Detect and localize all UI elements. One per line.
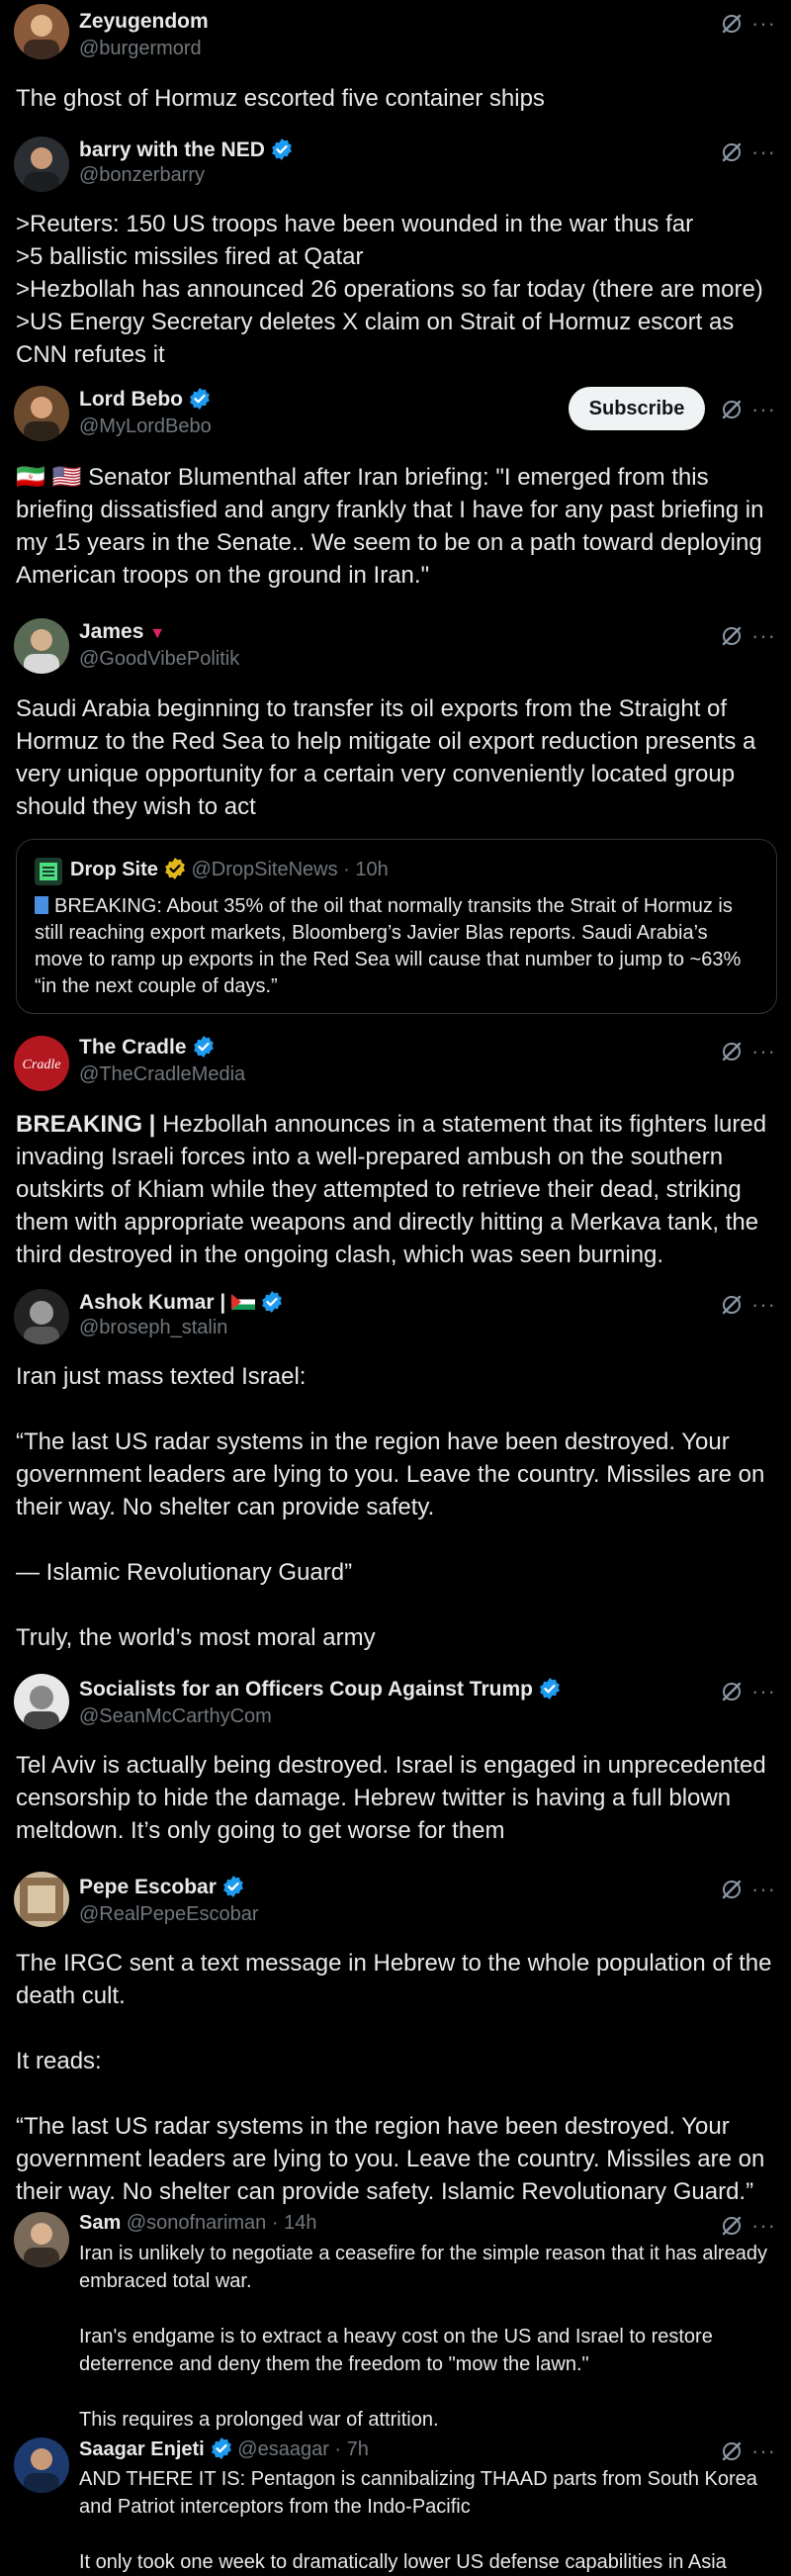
author-name[interactable]: barry with the NED <box>79 138 293 162</box>
author-name[interactable]: Sam @sonofnariman · 14h <box>79 2212 317 2234</box>
grok-icon[interactable] <box>720 12 744 36</box>
grok-icon[interactable] <box>720 2214 744 2238</box>
tweet-text: Tel Aviv is actually being destroyed. Israel is engaged in unprecedented censorship to hide the damage. Hebrew twitter is having a full blown meltdown. It’s only going to get worse for them <box>16 1752 766 1844</box>
author-handle[interactable]: @RealPepeEscobar <box>79 1903 259 1925</box>
more-icon[interactable]: ··· <box>751 623 776 648</box>
grok-icon[interactable] <box>720 1293 744 1317</box>
tweet-text: >Reuters: 150 US troops have been wounded in the war thus far >5 ballistic missiles fired at Qatar >Hezbollah has announced 26 operations so far today (there are more) >US Energy Secretary deletes X claim on Strait of Hormuz escort as CNN refutes it <box>16 211 763 368</box>
tweet-text: The IRGC sent a text message in Hebrew to the whole population of the death cult. It reads: “The last US radar systems in the region have been destroyed. Your government leaders are lying to you. Leave the country. Missiles are on their way. No shelter can provide safety. Islamic Revolutionary Guard.” <box>16 1950 772 2205</box>
author-handle[interactable]: @esaagar <box>237 2438 329 2460</box>
author-handle[interactable]: @burgermord <box>79 38 202 59</box>
grok-icon[interactable] <box>720 2439 744 2463</box>
grok-icon[interactable] <box>720 398 744 421</box>
avatar[interactable] <box>14 1036 69 1091</box>
timestamp[interactable]: · 10h <box>343 859 389 880</box>
author-handle[interactable]: @TheCradleMedia <box>79 1063 246 1085</box>
avatar[interactable] <box>14 2212 69 2267</box>
author-name[interactable]: Ashok Kumar | <box>79 1291 283 1315</box>
timestamp[interactable]: · 14h <box>271 2212 317 2234</box>
more-icon[interactable]: ··· <box>751 2438 776 2463</box>
flags-emoji: 🇮🇷 🇺🇸 <box>16 464 82 491</box>
author-handle[interactable]: @MyLordBebo <box>79 415 212 437</box>
avatar[interactable] <box>35 858 62 885</box>
author-name[interactable]: Zeyugendom <box>79 10 209 33</box>
more-icon[interactable]: ··· <box>751 11 776 36</box>
more-icon[interactable]: ··· <box>751 139 776 164</box>
author-name[interactable]: Lord Bebo <box>79 388 211 412</box>
verified-badge-icon <box>271 138 293 160</box>
red-square-icon <box>35 896 48 914</box>
grok-icon[interactable] <box>720 624 744 648</box>
avatar[interactable] <box>14 1674 69 1729</box>
more-icon[interactable]: ··· <box>751 1292 776 1317</box>
avatar[interactable] <box>14 2438 69 2493</box>
author-name[interactable]: The Cradle <box>79 1036 215 1059</box>
author-name[interactable]: Saagar Enjeti @esaagar · 7h <box>79 2438 369 2460</box>
author-name[interactable]: Pepe Escobar <box>79 1876 244 1899</box>
verified-badge-icon <box>193 1036 215 1058</box>
author-handle[interactable]: @sonofnariman <box>126 2212 267 2234</box>
tweet-text: Iran just mass texted Israel: “The last US radar systems in the region have been destroyed. Your government leaders are lying to you. Leave the country. Missiles are on their way. No shelter can provide safety. — Islamic Revolutionary Guard” Truly, the world’s most moral army <box>16 1363 765 1651</box>
more-icon[interactable]: ··· <box>751 2213 776 2238</box>
verified-badge-icon <box>261 1291 283 1313</box>
grok-icon[interactable] <box>720 1878 744 1901</box>
verified-badge-icon <box>189 388 211 410</box>
avatar[interactable] <box>14 137 69 192</box>
author-handle[interactable]: @broseph_stalin <box>79 1317 228 1338</box>
tweet-text: Saudi Arabia beginning to transfer its oil exports from the Straight of Hormuz to the Red Sea to help mitigate oil export reduction presents a very unique opportunity for a certain very conveniently located group should they wish to act <box>16 695 756 820</box>
avatar[interactable] <box>14 1289 69 1344</box>
verified-badge-icon <box>539 1678 561 1700</box>
quote-header <box>70 858 389 881</box>
author-name[interactable]: James ▼ <box>79 620 166 643</box>
avatar[interactable] <box>14 386 69 441</box>
more-icon[interactable]: ··· <box>751 397 776 421</box>
more-icon[interactable]: ··· <box>751 1679 776 1703</box>
grok-icon[interactable] <box>720 1040 744 1063</box>
tweet-text: Iran is unlikely to negotiate a ceasefire for the simple reason that it has already embraced total war. Iran's endgame is to extract a heavy cost on the US and Israel to restore deterrence and deny them the freedom to "mow the lawn." This requires a prolonged war of attrition. <box>79 2243 767 2431</box>
verified-badge-icon <box>211 2438 232 2459</box>
author-handle[interactable]: @SeanMcCarthyCom <box>79 1705 272 1727</box>
more-icon[interactable]: ··· <box>751 1877 776 1901</box>
more-icon[interactable]: ··· <box>751 1039 776 1063</box>
subscribe-button[interactable]: Subscribe <box>569 387 705 430</box>
author-handle[interactable]: @GoodVibePolitik <box>79 648 240 670</box>
author-handle[interactable]: @bonzerbarry <box>79 164 206 186</box>
timestamp[interactable]: · 7h <box>334 2438 369 2460</box>
grok-icon[interactable] <box>720 140 744 164</box>
grok-icon[interactable] <box>720 1680 744 1703</box>
svg-text:Cradle: Cradle <box>22 1058 61 1072</box>
quote-text: BREAKING: About 35% of the oil that normally transits the Strait of Hormuz is still reaching export markets, Bloomberg’s Javier Blas reports. Saudi Arabia’s move to ramp up exports in the Red Sea will cause that number to jump to ~63% “in the next couple of days.” <box>35 895 742 997</box>
rose-emoji: ▼ <box>149 625 166 642</box>
tweet-text: 🇮🇷 🇺🇸 Senator Blumenthal after Iran briefing: "I emerged from this briefing dissatisfied and angry frankly that I have for any past briefing in my 15 years in the Senate.. We seem to be on a path toward deploying American troops on the ground in Iran." <box>16 464 764 589</box>
author-name[interactable]: Socialists for an Officers Coup Against Trump <box>79 1678 561 1702</box>
author-handle[interactable]: @DropSiteNews <box>191 859 338 880</box>
avatar[interactable] <box>14 618 69 674</box>
tweet-text: AND THERE IT IS: Pentagon is cannibalizing THAAD parts from South Korea and Patriot interceptors from the Indo-Pacific It only took one week to dramatically lower US defense capabilities in Asia <box>79 2468 757 2573</box>
author-name[interactable]: Drop Site <box>70 859 158 880</box>
avatar[interactable] <box>14 4 69 59</box>
tweet-text: BREAKING | Hezbollah announces in a statement that its fighters lured invading Israeli forces into a well-prepared ambush on the southern outskirts of Khiam while they attempted to retrieve their dead, striking them with appropriate weapons and directly hitting a Merkava tank, the third destroyed in the ongoing clash, which was seen burning. <box>16 1111 767 1268</box>
verified-badge-icon <box>222 1876 244 1897</box>
verified-badge-icon <box>164 858 186 879</box>
avatar[interactable] <box>14 1872 69 1927</box>
quoted-tweet[interactable] <box>16 839 777 1014</box>
flag-icon <box>231 1294 255 1310</box>
tweet-text: The ghost of Hormuz escorted five container ships <box>16 85 545 112</box>
